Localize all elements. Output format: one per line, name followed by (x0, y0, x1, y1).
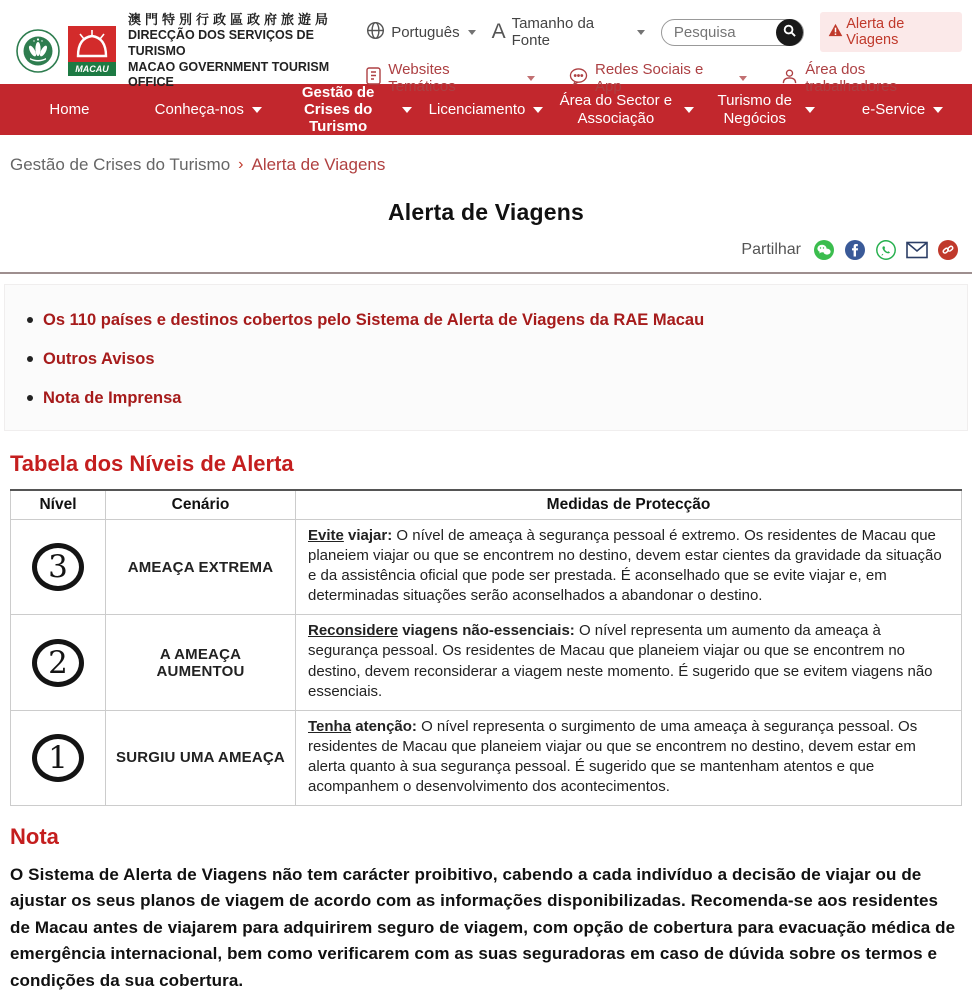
measures-cell (296, 520, 962, 615)
table-row (11, 520, 962, 615)
nav-item-about-us[interactable] (139, 84, 278, 135)
content-divider (0, 272, 972, 274)
level-1-badge: 1 (32, 734, 84, 782)
chevron-down-icon (933, 107, 943, 113)
bullet-icon (27, 395, 33, 401)
chevron-down-icon (684, 107, 694, 113)
font-size-icon: A (491, 20, 506, 43)
nota-heading: Nota (10, 824, 59, 850)
table-row (11, 615, 962, 710)
nav-label: e-Service (861, 100, 926, 118)
press-release-link[interactable]: Nota de Imprensa (43, 389, 182, 407)
level-2-badge: 2 (32, 639, 84, 687)
other-notices-link[interactable]: Outros Avisos (43, 350, 155, 368)
svg-text:MACAU: MACAU (75, 64, 109, 75)
table-header-row (11, 490, 962, 520)
copy-link-share-icon[interactable] (938, 240, 958, 260)
breadcrumb (0, 135, 972, 175)
font-size-selector[interactable] (492, 15, 645, 49)
brand-block[interactable] (16, 8, 366, 91)
nav-label: Licenciamento (428, 100, 526, 118)
chevron-down-icon (468, 30, 476, 35)
measure-keyword: Tenha (308, 717, 352, 735)
measure-lead: viagens não-essenciais: (398, 622, 575, 640)
chevron-down-icon (739, 76, 747, 81)
facebook-share-icon[interactable] (845, 240, 865, 260)
measure-keyword: Evite (308, 527, 344, 544)
column-header-scenario: Cenário (106, 490, 296, 520)
wechat-share-icon[interactable] (814, 240, 834, 260)
globe-icon (366, 21, 385, 44)
list-item (27, 389, 957, 408)
language-label: Português (391, 23, 460, 41)
breadcrumb-separator: › (238, 156, 244, 173)
level-cell (11, 520, 106, 615)
search-input[interactable] (674, 24, 774, 41)
alert-badge-label: Alerta de Viagens (846, 16, 905, 48)
measure-lead: viajar: (343, 527, 393, 544)
nav-item-licensing[interactable] (417, 84, 556, 135)
mgto-logo (68, 26, 116, 76)
share-label: Partilhar (741, 241, 801, 258)
bullet-icon (27, 356, 33, 362)
nav-item-sector-association[interactable] (555, 84, 694, 135)
org-name-portuguese: DIRECÇÃO DOS SERVIÇOS DE TURISMO (128, 28, 314, 58)
measure-text: O nível de ameaça à segurança pessoal é extremo. Os residentes de Macau que planeiem viajar ou que se encontrem no destino, devem estar cientes da gravidade da situação e da assistência oficial que pode ser prestada. É aconselhado que se evite viajar e, em determinadas situações serão aconselhados a abandonar o destino. (308, 527, 942, 605)
header-controls (366, 8, 962, 95)
table-row (11, 710, 962, 805)
level-cell (11, 710, 106, 805)
breadcrumb-current: Alerta de Viagens (251, 155, 386, 174)
scenario-cell: A AMEAÇA AUMENTOU (106, 615, 296, 710)
scenario-cell: SURGIU UMA AMEAÇA (106, 710, 296, 805)
whatsapp-share-icon[interactable] (876, 240, 896, 260)
top-controls-row (366, 12, 962, 52)
measure-text: O nível representa um aumento da ameaça à segurança pessoal. Os residentes de Macau que planeiem viajar ou que se encontrem no destino, devem reconsiderar a viagem neste momento. É sugerido que se evitem viagens não essenciais. (308, 622, 933, 700)
nav-label: Gestão de Crises do Turismo (301, 83, 375, 136)
bullet-icon (27, 317, 33, 323)
measure-lead: atenção: (351, 717, 417, 735)
nav-item-business-tourism[interactable] (694, 84, 833, 135)
staff-area-label: Área dos trabalhadores (805, 61, 897, 95)
email-share-icon[interactable] (907, 240, 927, 260)
social-networks-label: Redes Sociais e App (595, 61, 704, 95)
org-name-block (128, 12, 366, 91)
language-selector[interactable] (366, 21, 475, 44)
level-cell (11, 615, 106, 710)
chevron-down-icon (533, 107, 543, 113)
nota-paragraph: O Sistema de Alerta de Viagens não tem carácter proibitivo, cabendo a cada indivíduo a decisão de viajar ou de ajustar os seus planos de viagem de acordo com as informações disponibilizadas. Recomenda-se aos residentes de Macau antes de viajarem para adquirirem seguro de viagem, com opção de cobertura para evacuação médica de emergência internacional, bem como verificarem com as suas seguradoras em caso de dúvida sobre os termos e condições da sua cobertura. (10, 865, 956, 990)
chevron-down-icon (252, 107, 262, 113)
site-header (0, 0, 972, 95)
column-header-level: Nível (11, 490, 106, 520)
column-header-measures: Medidas de Protecção (296, 490, 962, 520)
related-links-panel (4, 284, 968, 431)
search-button[interactable] (776, 19, 803, 46)
org-name-chinese: 澳門特別行政區政府旅遊局 (128, 12, 333, 27)
macau-sar-seal-logo (16, 29, 60, 73)
thematic-websites-label: Websites Temáticos (388, 61, 456, 95)
main-navigation (0, 84, 972, 135)
nav-item-eservice[interactable] (833, 84, 972, 135)
nav-label: Home (49, 100, 90, 118)
warning-triangle-icon (828, 23, 843, 41)
level-3-badge: 3 (32, 543, 84, 591)
list-item (27, 311, 957, 330)
measures-cell (296, 615, 962, 710)
magnifier-icon (783, 24, 796, 40)
font-size-label: Tamanho da Fonte (511, 15, 595, 49)
chevron-down-icon (805, 107, 815, 113)
covered-destinations-link[interactable]: Os 110 países e destinos cobertos pelo Sistema de Alerta de Viagens da RAE Macau (43, 311, 705, 329)
list-item (27, 350, 957, 369)
breadcrumb-parent[interactable]: Gestão de Crises do Turismo (10, 155, 231, 174)
search-box[interactable] (661, 19, 804, 46)
nav-label: Turismo de Negócios (717, 92, 792, 127)
alert-levels-table (10, 489, 962, 806)
org-name-english: MACAO GOVERNMENT TOURISM OFFICE (128, 59, 330, 90)
alert-table-heading: Tabela dos Níveis de Alerta (10, 451, 294, 476)
travel-alert-badge[interactable] (820, 12, 962, 52)
measure-keyword: Reconsidere (308, 622, 399, 640)
scenario-cell: AMEAÇA EXTREMA (106, 520, 296, 615)
measure-text: O nível representa o surgimento de uma ameaça à segurança pessoal. Os residentes de Macau que planeiem viajar ou que se encontrem no destino, devem estar em alerta quanto à sua segurança pessoal. É sugerido que se mantenham atentos e que acompanhem o desenvolvimento dos acontecimentos. (308, 717, 918, 796)
nav-label: Conheça-nos (154, 100, 244, 118)
chevron-down-icon (402, 107, 412, 113)
nav-label: Área do Sector e Associação (559, 92, 673, 127)
chevron-down-icon (637, 30, 645, 35)
chevron-down-icon (527, 76, 535, 81)
nav-item-home[interactable] (0, 84, 139, 135)
page-title: Alerta de Viagens (387, 199, 584, 225)
measures-cell (296, 710, 962, 805)
nav-item-tourism-crisis-management[interactable] (278, 84, 417, 135)
related-links-list (27, 311, 957, 408)
share-row (0, 226, 972, 270)
